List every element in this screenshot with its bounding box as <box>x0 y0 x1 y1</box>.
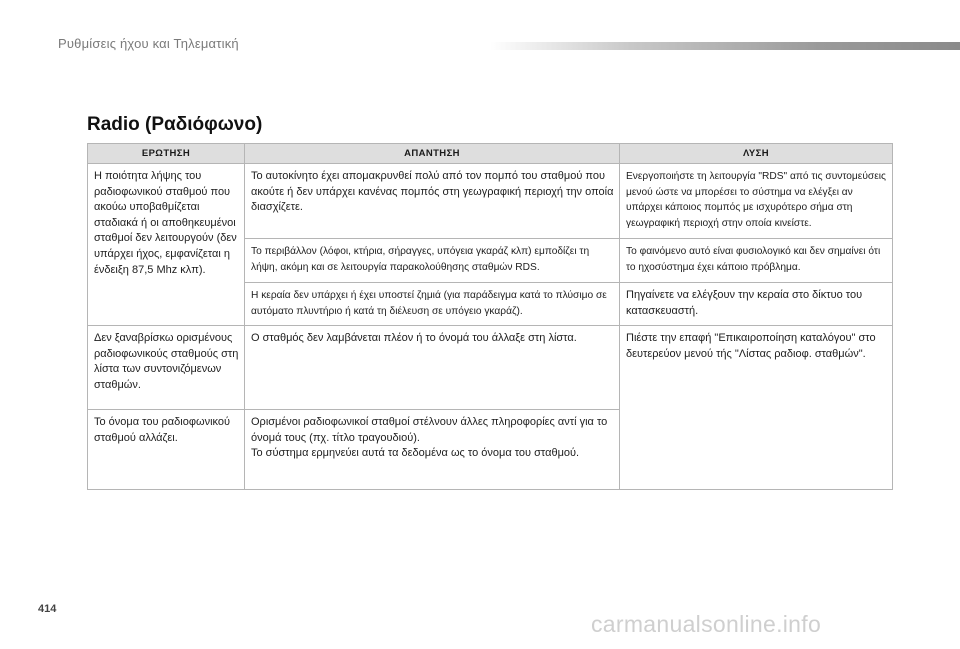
answer-cell: Το περιβάλλον (λόφοι, κτήρια, σήραγγες, υπόγεια γκαράζ κλπ) εμποδίζει τη λήψη, ακόμη και σε λειτουργία παρακολούθησης σταθμών RDS. <box>245 239 620 283</box>
question-cell: Το όνομα του ραδιοφωνικού σταθμού αλλάζει. <box>88 410 245 490</box>
answer-cell: Η κεραία δεν υπάρχει ή έχει υποστεί ζημιά (για παράδειγμα κατά το πλύσιμο σε αυτόματο πλυντήριο ή κατά τη διέλευση σε υπόγειο γκαράζ). <box>245 283 620 326</box>
troubleshooting-table <box>87 143 893 490</box>
solution-cell: Ενεργοποιήστε τη λειτουργία "RDS" από τις συντομεύσεις μενού ώστε να μπορέσει το σύστημα να ελέγξει αν υπάρχει κάποιος πομπός με ισχυρότερο σήμα στη γεωγραφική περιοχή στην οποία κινείστε. <box>620 164 893 239</box>
table-row <box>88 164 893 239</box>
page-number: 414 <box>38 603 57 615</box>
answer-paragraph: Ορισμένοι ραδιοφωνικοί σταθμοί στέλνουν άλλες πληροφορίες αντί για το όνομά τους (πχ. τίτλο τραγουδιού). <box>251 416 608 444</box>
header-decorative-bar <box>490 42 960 50</box>
column-header-solution: ΛΥΣΗ <box>620 144 893 164</box>
table-row <box>88 326 893 410</box>
chapter-title: Ρυθμίσεις ήχου και Τηλεματική <box>58 36 239 51</box>
column-header-answer: ΑΠΑΝΤΗΣΗ <box>245 144 620 164</box>
answer-cell: Το αυτοκίνητο έχει απομακρυνθεί πολύ από τον πομπό του σταθμού που ακούτε ή δεν υπάρχει κανένας πομπός στη γεωγραφική περιοχή την οποία διασχίζετε. <box>245 164 620 239</box>
solution-cell: Πηγαίνετε να ελέγξουν την κεραία στο δίκτυο του κατασκευαστή. <box>620 283 893 326</box>
answer-cell: Ο σταθμός δεν λαμβάνεται πλέον ή το όνομά του άλλαξε στη λίστα. <box>245 326 620 410</box>
table-header-row <box>88 144 893 164</box>
question-cell: Η ποιότητα λήψης του ραδιοφωνικού σταθμού που ακούω υποβαθμίζεται σταδιακά ή οι αποθηκευμένοι σταθμοί δεν λειτουργούν (δεν υπάρχει ήχος, εμφανίζεται η ένδειξη 87,5 Mhz κλπ). <box>88 164 245 326</box>
solution-cell: Το φαινόμενο αυτό είναι φυσιολογικό και δεν σημαίνει ότι το ηχοσύστημα έχει κάποιο πρόβλημα. <box>620 239 893 283</box>
section-title: Radio (Ραδιόφωνο) <box>87 114 263 135</box>
watermark: carmanualsonline.info <box>591 611 822 637</box>
answer-cell <box>245 410 620 490</box>
column-header-question: ΕΡΩΤΗΣΗ <box>88 144 245 164</box>
answer-paragraph: Το σύστημα ερμηνεύει αυτά τα δεδομένα ως το όνομα του σταθμού. <box>251 447 580 460</box>
question-cell: Δεν ξαναβρίσκω ορισμένους ραδιοφωνικούς σταθμούς στη λίστα των συντονιζόμενων σταθμών. <box>88 326 245 410</box>
solution-cell: Πιέστε την επαφή "Επικαιροποίηση καταλόγου" στο δευτερεύον μενού τής "Λίστας ραδιοφ. σταθμών". <box>620 326 893 490</box>
